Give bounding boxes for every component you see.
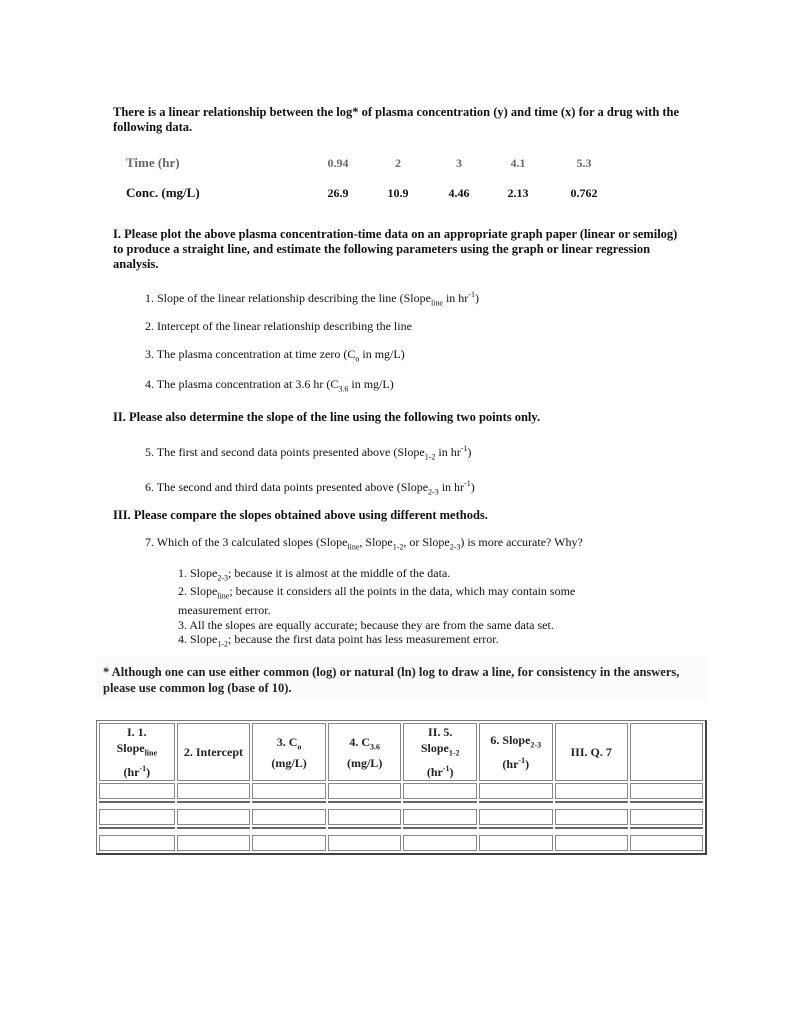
header-slope-1-2: II. 5. Slope$_{1-2}$ $(hr^{-1})$ bbox=[403, 723, 477, 781]
row-separator bbox=[99, 827, 703, 833]
header-slope-line: I. 1. Slope$_{line}$ $(hr^{-1})$ bbox=[99, 723, 175, 781]
answer-cell[interactable] bbox=[479, 809, 553, 825]
conc-row bbox=[126, 178, 617, 208]
answer-option-3: 3. All the slopes are equally accurate; because they are from the same data set. bbox=[178, 618, 554, 632]
answer-cell[interactable] bbox=[99, 835, 175, 851]
header-slope-2-3: 6. Slope$_{2-3}$ $(hr^{-1})$ bbox=[479, 723, 553, 781]
time-value: 3 bbox=[456, 155, 462, 170]
answer-table bbox=[96, 720, 707, 855]
answer-option-2: 2. Slope$_{line}$; because it considers all the points in the data, which may contain some measurement error. bbox=[178, 584, 576, 618]
answer-cell[interactable] bbox=[99, 783, 175, 799]
answer-cell[interactable] bbox=[252, 809, 326, 825]
answer-cell[interactable] bbox=[328, 809, 402, 825]
section-1-heading: I. Please plot the above plasma concentration-time data on an appropriate graph paper (linear or semilog) to produce a straight line, and estimate the following parameters using the graph or linear regression analysis. bbox=[113, 227, 678, 271]
header-blank bbox=[630, 723, 703, 781]
question-1: 1. Slope of the linear relationship describing the line (Slope$_{line}$ in $hr^{-1}$) bbox=[145, 290, 479, 308]
question-6: 6. The second and third data points presented above (Slope$_{2-3}$ in $hr^{-1}$) bbox=[145, 479, 475, 497]
conc-value: 0.762 bbox=[570, 185, 598, 200]
answer-row bbox=[99, 783, 703, 799]
answer-row bbox=[99, 809, 703, 825]
section-3-heading: III. Please compare the slopes obtained above using different methods. bbox=[113, 508, 488, 522]
section-2-heading: II. Please also determine the slope of the line using the following two points only. bbox=[113, 410, 541, 424]
row-separator bbox=[99, 801, 703, 807]
question-5: 5. The first and second data points presented above (Slope$_{1-2}$ in $hr^{-1}$) bbox=[145, 444, 472, 462]
answer-row bbox=[99, 835, 703, 851]
answer-cell[interactable] bbox=[555, 809, 628, 825]
answer-cell[interactable] bbox=[555, 835, 628, 851]
answer-cell[interactable] bbox=[99, 809, 175, 825]
answer-cell[interactable] bbox=[403, 809, 477, 825]
answer-cell[interactable] bbox=[630, 783, 703, 799]
answer-cell[interactable] bbox=[479, 835, 553, 851]
answer-option-4: 4. Slope$_{1-2}$; because the first data point has less measurement error. bbox=[178, 632, 499, 649]
answer-cell[interactable] bbox=[328, 835, 402, 851]
answer-cell[interactable] bbox=[630, 809, 703, 825]
answer-cell[interactable] bbox=[252, 783, 326, 799]
answer-cell[interactable] bbox=[177, 835, 251, 851]
time-row bbox=[126, 148, 617, 178]
pk-data-table bbox=[126, 148, 617, 208]
time-value: 2 bbox=[395, 155, 401, 170]
conc-value: 2.13 bbox=[507, 185, 529, 200]
footnote: * Although one can use either common (log) or natural (ln) log to draw a line, for consistency in the answers, please use common log (base of 10). bbox=[103, 665, 680, 695]
question-3: 3. The plasma concentration at time zero ($C_o$ in mg/L) bbox=[145, 347, 405, 364]
answer-cell[interactable] bbox=[630, 835, 703, 851]
question-7: 7. Which of the 3 calculated slopes (Slope$_{line}$, Slope$_{1-2}$, or Slope$_{2-3}$) is more accurate? Why? bbox=[145, 535, 583, 552]
conc-label: Conc. (mg/L) bbox=[126, 185, 200, 200]
time-value: 4.1 bbox=[510, 155, 526, 170]
answer-cell[interactable] bbox=[403, 835, 477, 851]
header-intercept: 2. Intercept bbox=[177, 723, 251, 781]
conc-value: 26.9 bbox=[327, 185, 349, 200]
answer-cell[interactable] bbox=[252, 835, 326, 851]
conc-value: 4.46 bbox=[448, 185, 470, 200]
time-label: Time (hr) bbox=[126, 155, 180, 170]
answer-cell[interactable] bbox=[479, 783, 553, 799]
header-q7: III. Q. 7 bbox=[555, 723, 628, 781]
answer-cell[interactable] bbox=[555, 783, 628, 799]
header-c0: 3. $C_o$ (mg/L) bbox=[252, 723, 326, 781]
intro-text: There is a linear relationship between the log* of plasma concentration (y) and time (x) for a drug with the following data. bbox=[113, 105, 680, 134]
conc-value: 10.9 bbox=[387, 185, 409, 200]
answer-cell[interactable] bbox=[177, 783, 251, 799]
answer-header-row bbox=[99, 723, 703, 781]
answer-cell[interactable] bbox=[403, 783, 477, 799]
question-2: 2. Intercept of the linear relationship describing the line bbox=[145, 319, 412, 333]
question-4: 4. The plasma concentration at 3.6 hr ($C_{3.6}$ in mg/L) bbox=[145, 377, 394, 394]
header-c36: 4. $C_{3.6}$ (mg/L) bbox=[328, 723, 402, 781]
answer-cell[interactable] bbox=[328, 783, 402, 799]
time-value: 5.3 bbox=[576, 155, 592, 170]
answer-option-1: 1. Slope$_{2-3}$; because it is almost at the middle of the data. bbox=[178, 566, 451, 583]
answer-cell[interactable] bbox=[177, 809, 251, 825]
time-value: 0.94 bbox=[327, 155, 349, 170]
